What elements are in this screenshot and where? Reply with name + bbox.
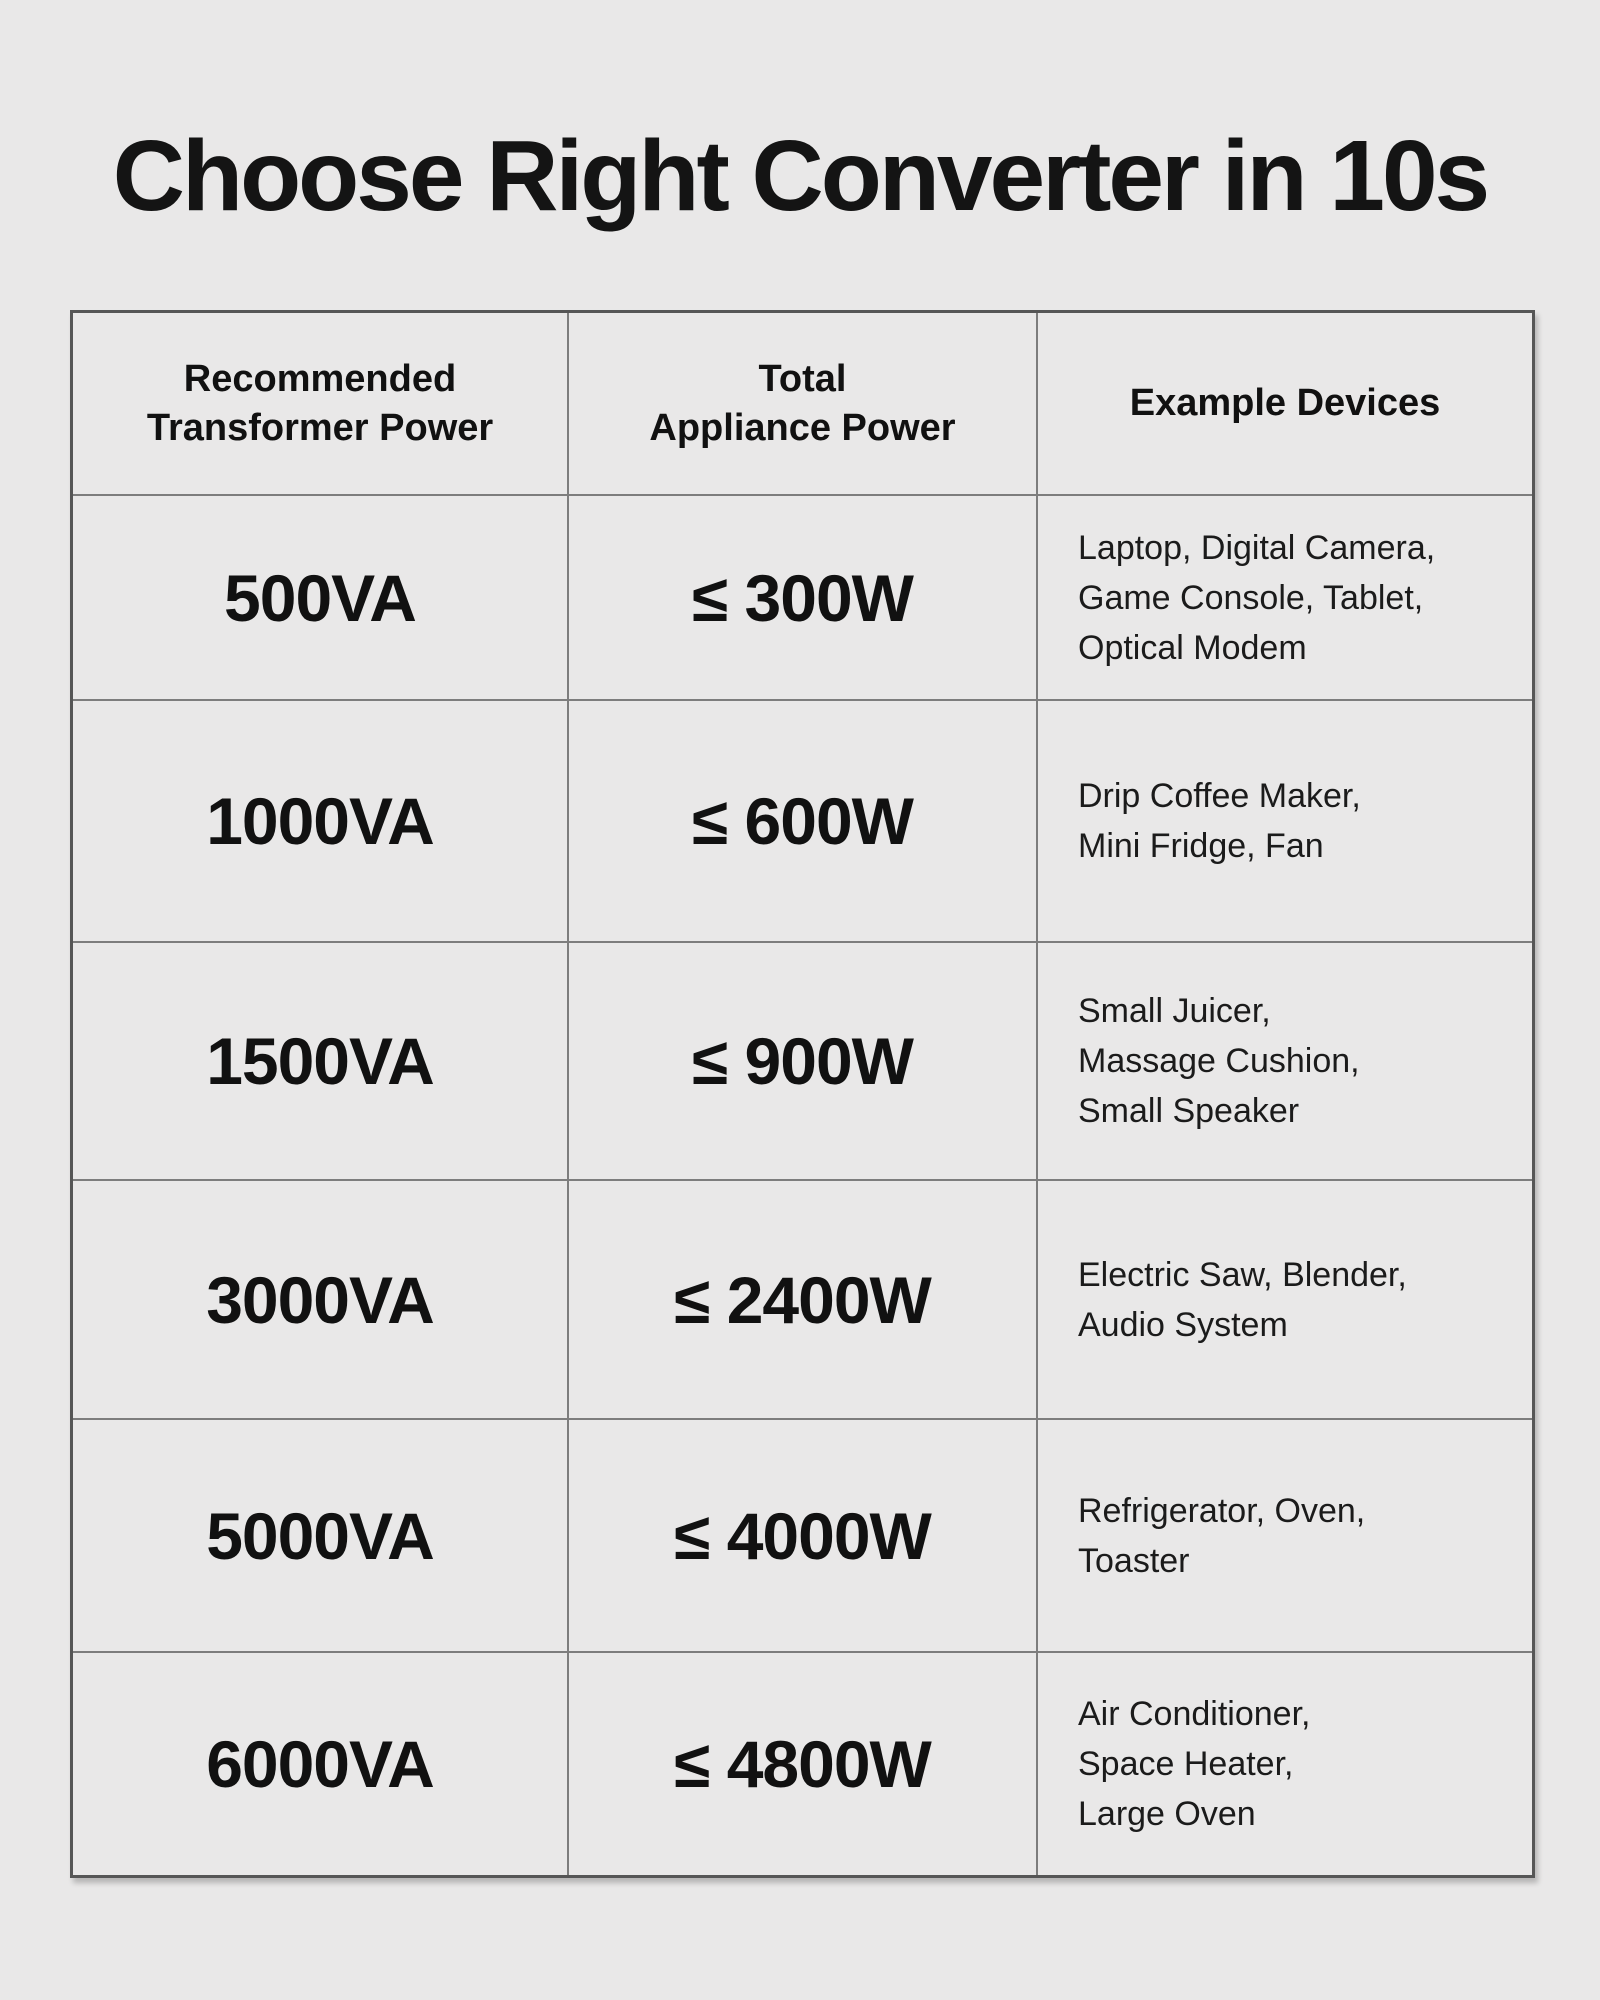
appliance-power-value: ≤ 300W [692, 560, 913, 635]
device-line: Massage Cushion, [1078, 1042, 1360, 1080]
device-line: Mini Fridge, Fan [1078, 827, 1324, 865]
transformer-power-value: 5000VA [206, 1498, 434, 1573]
cell-example-devices [1038, 943, 1532, 1181]
header-label: Example Devices [1129, 382, 1441, 424]
cell-appliance-power [569, 1420, 1038, 1653]
transformer-power-value: 500VA [224, 560, 416, 635]
device-line: Space Heater, [1078, 1745, 1294, 1783]
cell-transformer-power [73, 1181, 569, 1420]
appliance-power-value: ≤ 2400W [674, 1262, 931, 1337]
device-line: Air Conditioner, [1078, 1695, 1311, 1733]
device-line: Electric Saw, Blender, [1078, 1255, 1407, 1294]
device-line: Laptop, Digital Camera, [1078, 528, 1436, 567]
header-cell-example-devices [1038, 313, 1532, 496]
device-line: Drip Coffee Maker, [1078, 777, 1361, 815]
page-title: Choose Right Converter in 10s [112, 120, 1488, 232]
header-label: Total Appliance Power [649, 357, 956, 449]
appliance-power-value: ≤ 600W [692, 784, 913, 858]
device-line: Large Oven [1078, 1795, 1256, 1833]
appliance-power-value: ≤ 900W [692, 1024, 913, 1098]
device-line: Toaster [1078, 1541, 1190, 1580]
transformer-power-value: 1000VA [206, 784, 434, 858]
cell-example-devices [1038, 701, 1532, 943]
cell-transformer-power [73, 1653, 569, 1875]
cell-transformer-power [73, 943, 569, 1181]
transformer-power-value: 1500VA [206, 1024, 434, 1098]
cell-transformer-power [73, 1420, 569, 1653]
cell-example-devices [1038, 1420, 1532, 1653]
cell-appliance-power [569, 1181, 1038, 1420]
cell-appliance-power [569, 943, 1038, 1181]
appliance-power-value: ≤ 4800W [674, 1727, 931, 1801]
cell-transformer-power [73, 496, 569, 701]
cell-example-devices [1038, 1181, 1532, 1420]
converter-table [70, 310, 1535, 1878]
device-line: Refrigerator, Oven, [1078, 1491, 1366, 1530]
header-cell-transformer-power [73, 313, 569, 496]
cell-transformer-power [73, 701, 569, 943]
device-line: Game Console, Tablet, [1078, 578, 1424, 617]
cell-example-devices [1038, 1653, 1532, 1875]
device-line: Audio System [1078, 1305, 1288, 1344]
device-line: Optical Modem [1078, 628, 1307, 667]
cell-appliance-power [569, 701, 1038, 943]
header-label: Recommended Transformer Power [146, 357, 494, 449]
transformer-power-value: 6000VA [206, 1727, 434, 1801]
header-cell-appliance-power [569, 313, 1038, 496]
appliance-power-value: ≤ 4000W [674, 1498, 931, 1573]
transformer-power-value: 3000VA [206, 1262, 434, 1337]
cell-example-devices [1038, 496, 1532, 701]
cell-appliance-power [569, 496, 1038, 701]
cell-appliance-power [569, 1653, 1038, 1875]
device-line: Small Speaker [1078, 1092, 1300, 1130]
device-line: Small Juicer, [1078, 992, 1271, 1030]
